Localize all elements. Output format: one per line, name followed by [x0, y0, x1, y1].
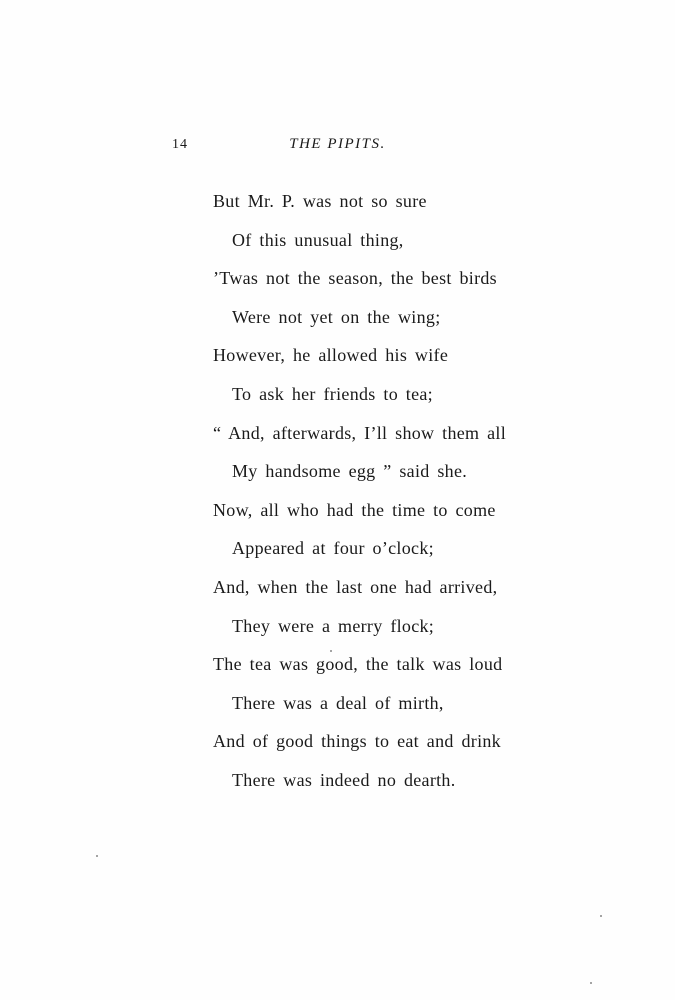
poem-line: However, he allowed his wife — [213, 345, 449, 366]
poem-text — [213, 188, 593, 806]
poem-line: Were not yet on the wing; — [232, 306, 441, 327]
poem-line: Of this unusual thing, — [232, 229, 404, 250]
poem-line: Appeared at four o’clock; — [232, 538, 434, 559]
poem-line: There was indeed no dearth. — [232, 769, 456, 790]
running-title: THE PIPITS. — [289, 136, 386, 152]
poem-line: My handsome egg ” said she. — [232, 461, 468, 482]
paper-speck — [330, 650, 332, 652]
paper-speck — [96, 855, 98, 857]
poem-line: The tea was good, the talk was loud — [213, 654, 503, 675]
poem-line: They were a merry flock; — [232, 615, 435, 636]
paper-speck — [600, 915, 602, 917]
poem-line: “ And, afterwards, I’ll show them all — [213, 422, 507, 443]
poem-line: But Mr. P. was not so sure — [213, 191, 427, 211]
poem-line: And, when the last one had arrived, — [213, 576, 498, 597]
poem-line: And of good things to eat and drink — [213, 731, 501, 752]
poem-line: To ask her friends to tea; — [232, 383, 433, 404]
poem-line: There was a deal of mirth, — [232, 692, 444, 713]
poem-line: ’Twas not the season, the best birds — [213, 268, 497, 289]
page-number: 14 — [172, 137, 188, 152]
paper-speck — [590, 982, 592, 984]
poem-line: Now, all who had the time to come — [213, 499, 496, 520]
